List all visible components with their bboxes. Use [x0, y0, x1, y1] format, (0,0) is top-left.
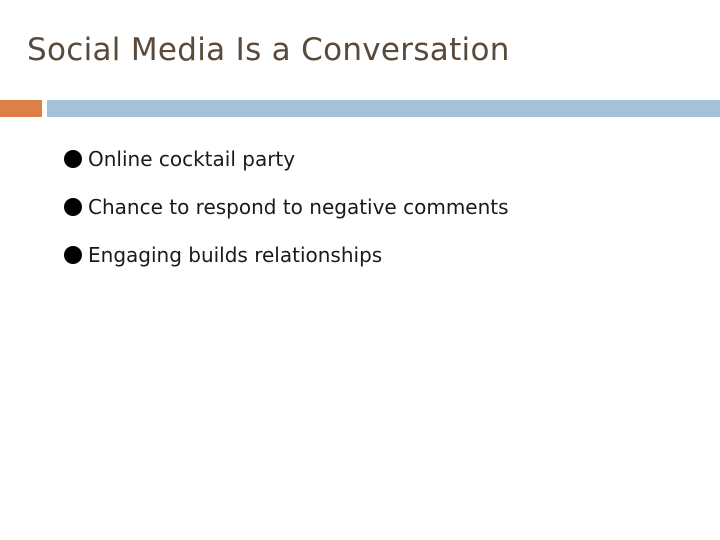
title-divider-bar: [47, 100, 720, 117]
bullet-list: [64, 135, 509, 279]
bullet-item: [64, 231, 509, 279]
bullet-dot-icon: [64, 246, 82, 264]
title-accent-bar: [0, 100, 42, 117]
bullet-text: Engaging builds relationships: [88, 243, 383, 267]
bullet-dot-icon: [64, 150, 82, 168]
bullet-text: Chance to respond to negative comments: [88, 195, 509, 219]
bullet-text: Online cocktail party: [88, 147, 296, 171]
bullet-item: [64, 135, 509, 183]
bullet-dot-icon: [64, 198, 82, 216]
slide-title: Social Media Is a Conversation: [27, 32, 510, 68]
bullet-item: [64, 183, 509, 231]
